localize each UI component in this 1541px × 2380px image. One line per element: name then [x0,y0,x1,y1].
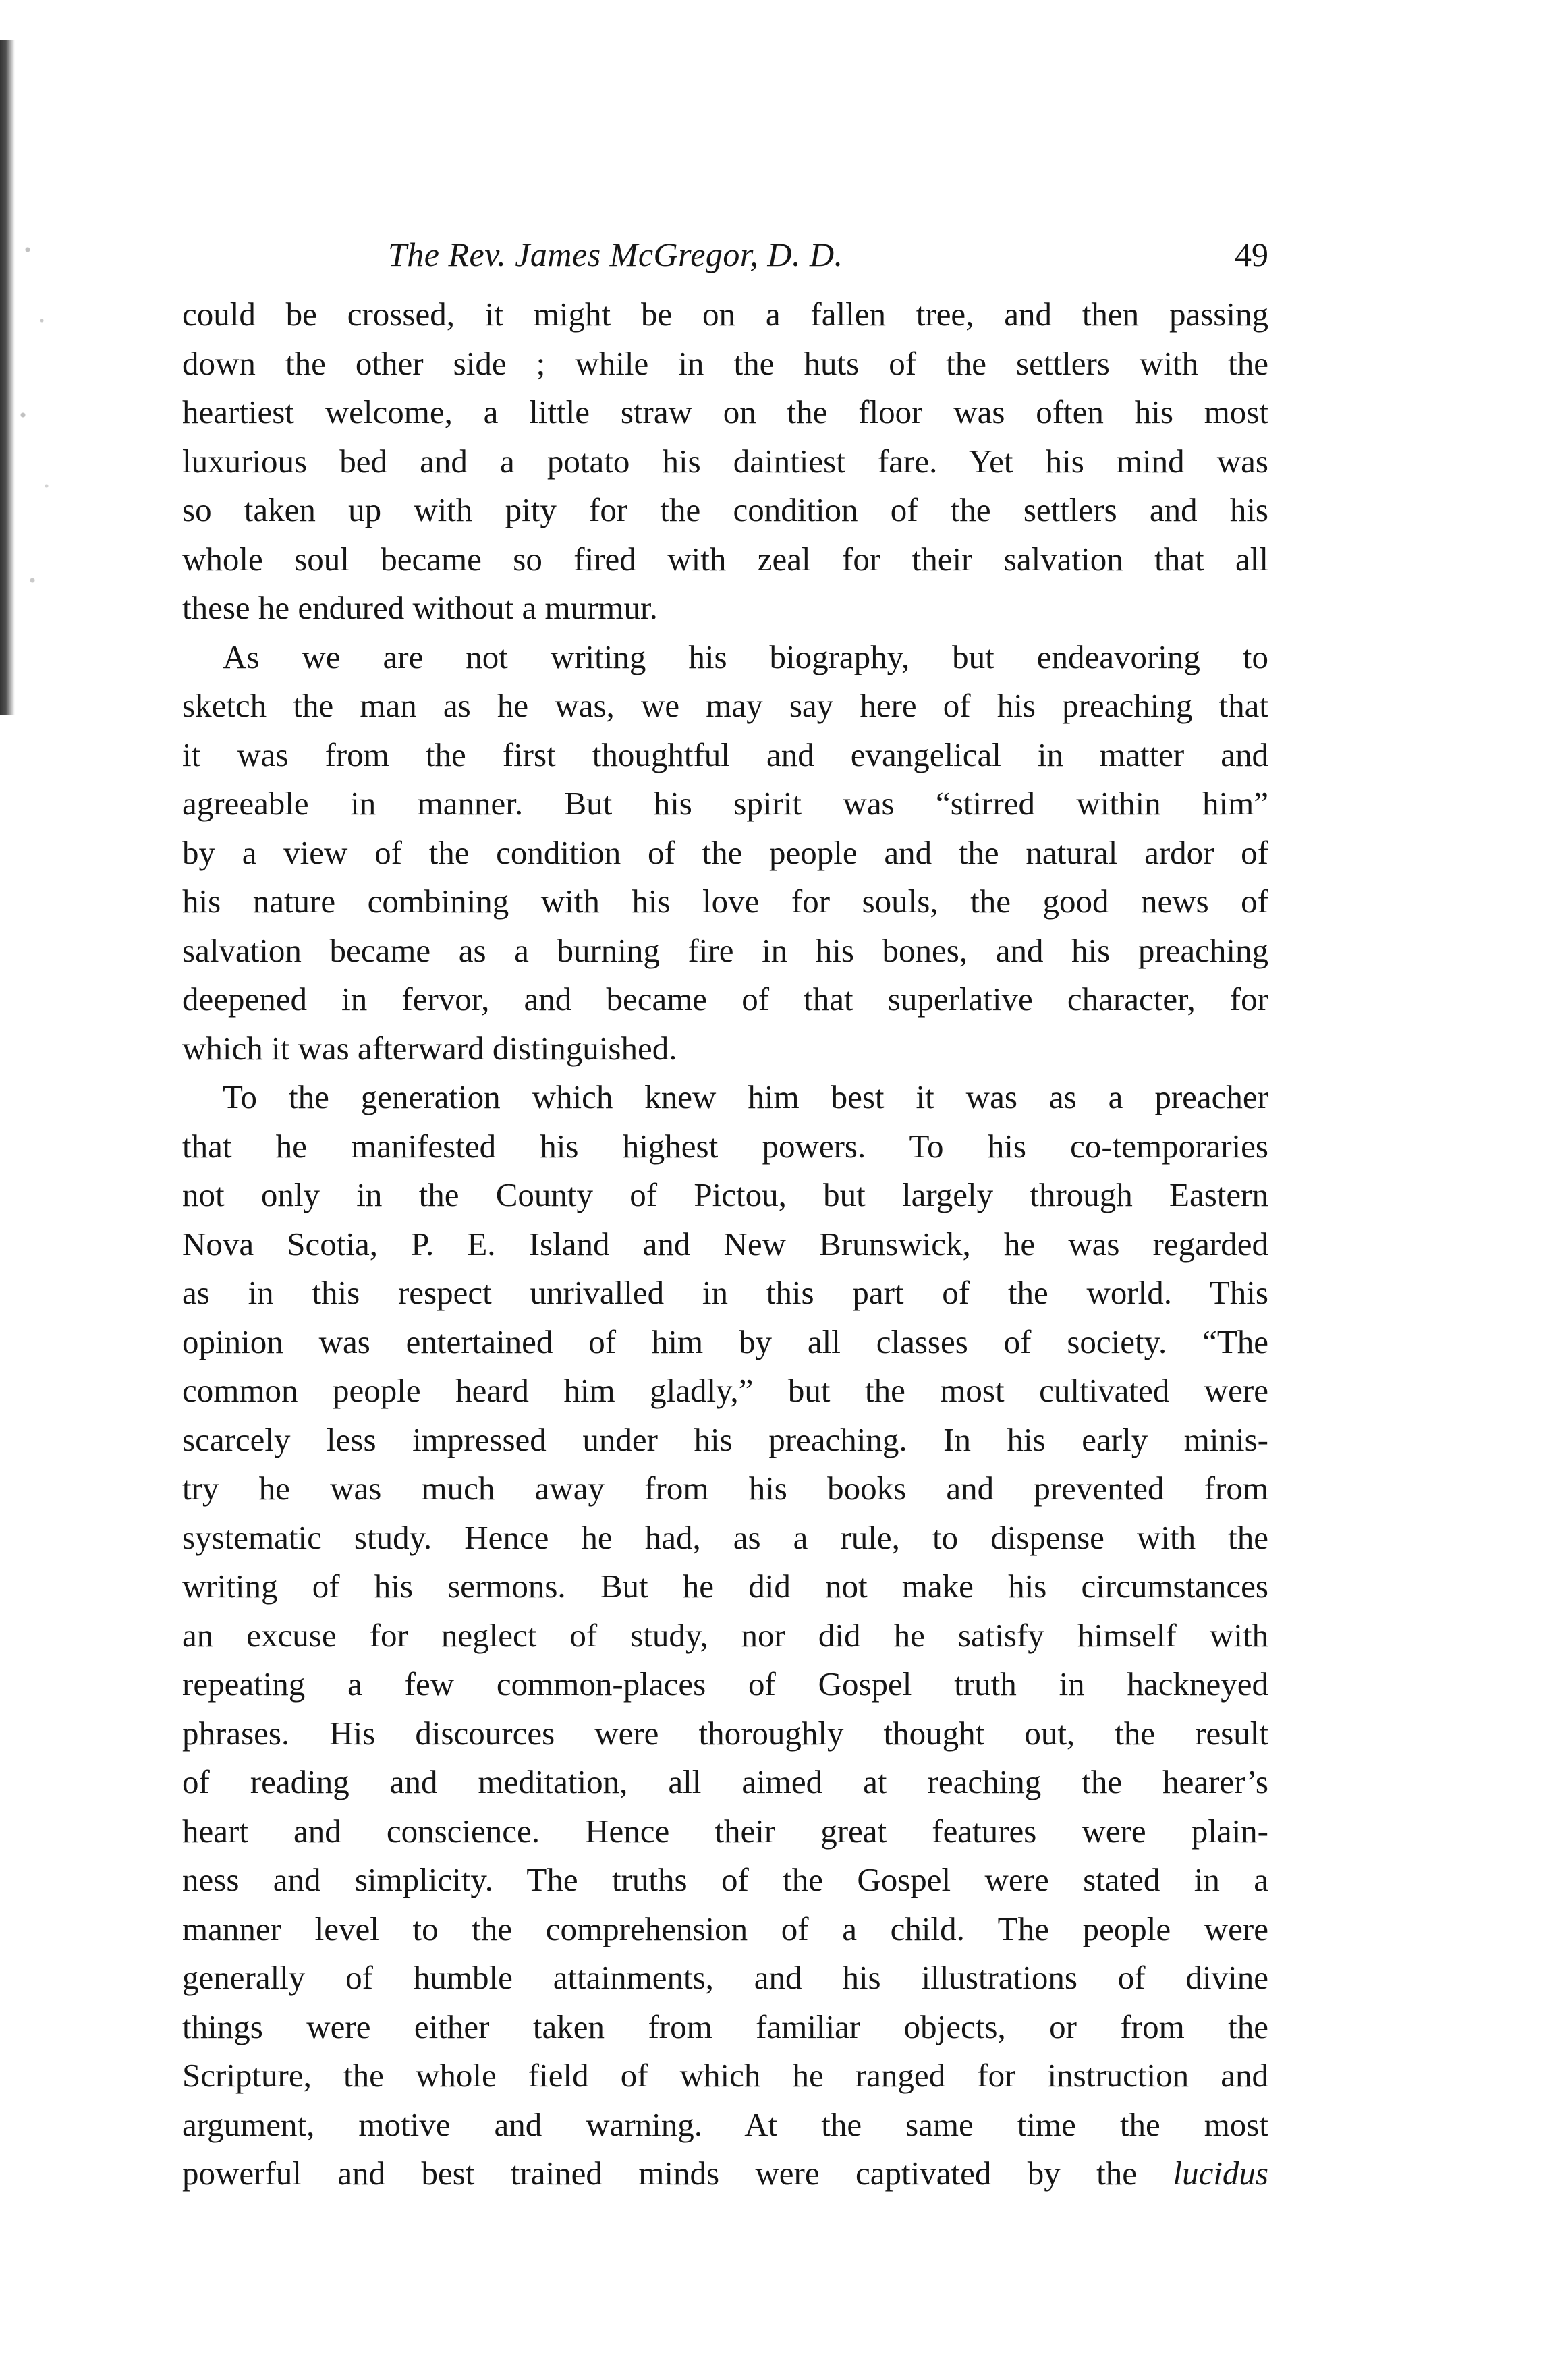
text-line: agreeable in manner. But his spirit was “stirred within him” [182,785,1268,822]
text-line: common people heard him gladly,” but the most cultivated were [182,1372,1268,1409]
text-line: by a view of the condition of the people and the natural ardor of [182,833,1268,871]
page-header [182,235,1268,289]
text-line: phrases. His discources were thoroughly thought out, the result [182,1714,1268,1752]
text-line: generally of humble attainments, and his illustrations of divine [182,1959,1268,1996]
text-line: try he was much away from his books and prevented from [182,1470,1268,1507]
text-line: things were either taken from familiar objects, or from the [182,2008,1268,2045]
text-line: To the generation which knew him best it was as a preacher [223,1078,1268,1115]
scan-speckle [13,202,61,675]
text-line: could be crossed, it might be on a fallen tree, and then passing [182,296,1268,333]
text-line: Scripture, the whole field of which he ranged for instruction and [182,2057,1268,2094]
text-line: ness and simplicity. The truths of the Gospel were stated in a [182,1861,1268,1898]
text-line: not only in the County of Pictou, but largely through Eastern [182,1176,1268,1213]
text-line: so taken up with pity for the condition of the settlers and his [182,491,1268,528]
text-line: that he manifested his highest powers. To his co-temporaries [182,1127,1268,1165]
body-text [182,290,1268,2198]
paragraph-2 [182,633,1268,1074]
text-line: scarcely less impressed under his preaching. In his early minis- [182,1420,1268,1458]
text-line: whole soul became so fired with zeal for their salvation that all [182,540,1268,578]
text-line: heart and conscience. Hence their great features were plain- [182,1812,1268,1850]
text-line: his nature combining with his love for souls, the good news of [182,883,1268,920]
text-line: As we are not writing his biography, but endeavoring to [223,638,1268,675]
final-line-roman: powerful and best trained minds were captivated by the [182,2155,1138,2192]
text-line: sketch the man as he was, we may say here of his preaching that [182,687,1268,724]
text-line: writing of his sermons. But he did not make his circumstances [182,1568,1268,1605]
text-line: of reading and meditation, all aimed at reaching the hearer’s [182,1763,1268,1800]
text-line: these he endured without a murmur. [182,589,658,626]
text-line: luxurious bed and a potato his daintiest fare. Yet his mind was [182,442,1268,480]
text-line: argument, motive and warning. At the same time the most [182,2105,1268,2143]
paragraph-1 [182,290,1268,633]
text-line: systematic study. Hence he had, as a rule, to dispense with the [182,1518,1268,1556]
text-line: repeating a few common-places of Gospel truth in hackneyed [182,1665,1268,1703]
text-line: deepened in fervor, and became of that superlative character, for [182,980,1268,1018]
text-line: down the other side ; while in the huts of the settlers with the [182,344,1268,382]
page-number: 49 [1235,236,1268,273]
paragraph-3 [182,1073,1268,2198]
text-line-final [182,2149,1268,2198]
text-line: it was from the first thoughtful and evangelical in matter and [182,736,1268,773]
text-line: manner level to the comprehension of a child. The people were [182,1910,1268,1947]
text-line: which it was afterward distinguished. [182,1029,677,1067]
running-title: The Rev. James McGregor, D. D. [388,236,843,273]
scan-binding-edge [0,40,15,715]
final-line-italic: lucidus [1173,2155,1268,2192]
text-line: salvation became as a burning fire in his bones, and his preaching [182,931,1268,969]
text-line: an excuse for neglect of study, nor did he satisfy himself with [182,1616,1268,1654]
text-line: opinion was entertained of him by all classes of society. “The [182,1323,1268,1360]
text-line: Nova Scotia, P. E. Island and New Brunswick, he was regarded [182,1225,1268,1263]
text-line: heartiest welcome, a little straw on the floor was often his most [182,393,1268,431]
text-line: as in this respect unrivalled in this part of the world. This [182,1274,1268,1311]
